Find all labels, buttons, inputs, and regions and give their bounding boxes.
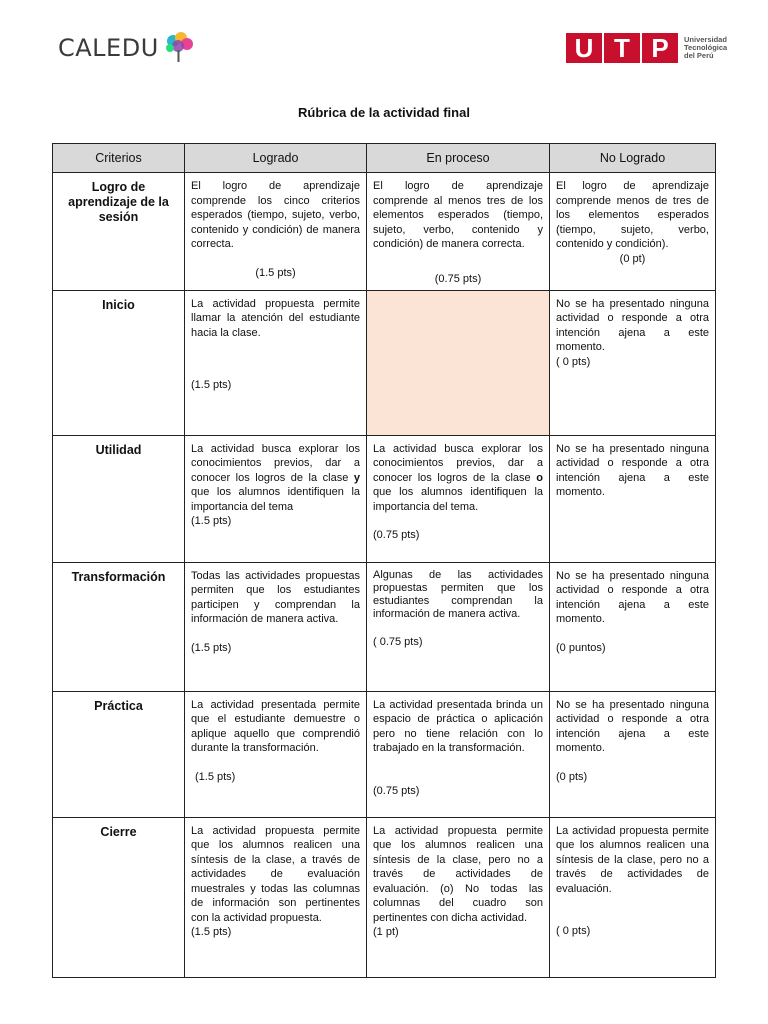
utp-logo-block bbox=[566, 33, 678, 63]
logrado-cell: La actividad propuesta permite llamar la atención del estudiante hacia la clase. (1.5 pts) bbox=[185, 290, 367, 435]
caledu-logo-text: CALEDU bbox=[58, 34, 159, 62]
column-header-criterios: Criterios bbox=[53, 144, 185, 173]
utp-letter-u: U bbox=[574, 33, 594, 63]
no-logrado-cell: No se ha presentado ninguna actividad o responde a otra intención ajena a este momento. ( 0 pts) bbox=[550, 290, 716, 435]
caledu-logo bbox=[58, 30, 197, 66]
en-proceso-cell: El logro de aprendizaje comprende al menos tres de los elementos esperados (tiempo, sujeto, verbo, contenido y condición) de manera correcta. (0.75 pts) bbox=[367, 173, 550, 291]
no-logrado-cell: El logro de aprendizaje comprende menos de tres de los elementos esperados (tiempo, sujeto, verbo, contenido y condición). (0 pt) bbox=[550, 173, 716, 291]
logrado-cell: La actividad busca explorar los conocimientos previos, dar a conocer los logros de la clase y que los alumnos identifiquen la importancia del tema (1.5 pts) bbox=[185, 435, 367, 562]
en-proceso-cell: La actividad presentada brinda un espacio de práctica o aplicación pero no tiene relación con lo trabajado en la transformación. (0.75 pts) bbox=[367, 691, 550, 817]
no-logrado-cell: No se ha presentado ninguna actividad o responde a otra intención ajena a este momento. (0 pts) bbox=[550, 691, 716, 817]
logrado-cell: La actividad presentada permite que el estudiante demuestre o aplique aquello que comprendió durante la transformación. (1.5 pts) bbox=[185, 691, 367, 817]
table-row bbox=[53, 817, 716, 977]
tree-icon bbox=[161, 30, 197, 66]
criterion-cell: Logro de aprendizaje de la sesión bbox=[53, 173, 185, 291]
no-logrado-cell: No se ha presentado ninguna actividad o responde a otra intención ajena a este momento. bbox=[550, 435, 716, 562]
criterion-cell: Transformación bbox=[53, 562, 185, 691]
logrado-cell: El logro de aprendizaje comprende los cinco criterios esperados (tiempo, sujeto, verbo, contenido y condición) de manera correcta. (1.5 pts) bbox=[185, 173, 367, 291]
logrado-cell: La actividad propuesta permite que los alumnos realicen una síntesis de la clase, a través de actividades de evaluación muestrales y todas las columnas de información son pertinentes con la actividad propuesta. (1.5 pts) bbox=[185, 817, 367, 977]
page-title: Rúbrica de la actividad final bbox=[298, 105, 470, 120]
en-proceso-cell: Algunas de las actividades propuestas permiten que los estudiantes comprendan la información de manera activa. ( 0.75 pts) bbox=[367, 562, 550, 691]
column-header-no-logrado: No Logrado bbox=[550, 144, 716, 173]
no-logrado-cell: No se ha presentado ninguna actividad o responde a otra intención ajena a este momento. (0 puntos) bbox=[550, 562, 716, 691]
criterion-cell: Inicio bbox=[53, 290, 185, 435]
utp-letter-p: P bbox=[651, 33, 669, 63]
logrado-cell: Todas las actividades propuestas permiten que los estudiantes participen y comprendan la información de manera activa. (1.5 pts) bbox=[185, 562, 367, 691]
table-row bbox=[53, 290, 716, 435]
criterion-cell: Utilidad bbox=[53, 435, 185, 562]
criterion-cell: Práctica bbox=[53, 691, 185, 817]
en-proceso-cell: La actividad propuesta permite que los alumnos realicen una síntesis de la clase, pero no a través de actividades de evaluación. (o) No todas las columnas del cuadro son pertinentes con dicha actividad. (1 pt) bbox=[367, 817, 550, 977]
en-proceso-cell-empty bbox=[367, 290, 550, 435]
no-logrado-cell: La actividad propuesta permite que los alumnos realicen una síntesis de la clase, pero no a través de actividades de evaluación. ( 0 pts) bbox=[550, 817, 716, 977]
table-header-row bbox=[53, 144, 716, 173]
table-row bbox=[53, 435, 716, 562]
column-header-en-proceso: En proceso bbox=[367, 144, 550, 173]
criterion-cell: Cierre bbox=[53, 817, 185, 977]
table-row bbox=[53, 691, 716, 817]
table-row bbox=[53, 562, 716, 691]
rubric-table bbox=[52, 143, 716, 978]
column-header-logrado: Logrado bbox=[185, 144, 367, 173]
en-proceso-cell: La actividad busca explorar los conocimientos previos, dar a conocer los logros de la clase o que los alumnos identifiquen la importancia del tema. (0.75 pts) bbox=[367, 435, 550, 562]
utp-logo bbox=[566, 33, 732, 63]
utp-university-name: Universidad Tecnológica del Perú bbox=[684, 35, 728, 60]
table-row bbox=[53, 173, 716, 291]
utp-letter-t: T bbox=[614, 33, 630, 63]
